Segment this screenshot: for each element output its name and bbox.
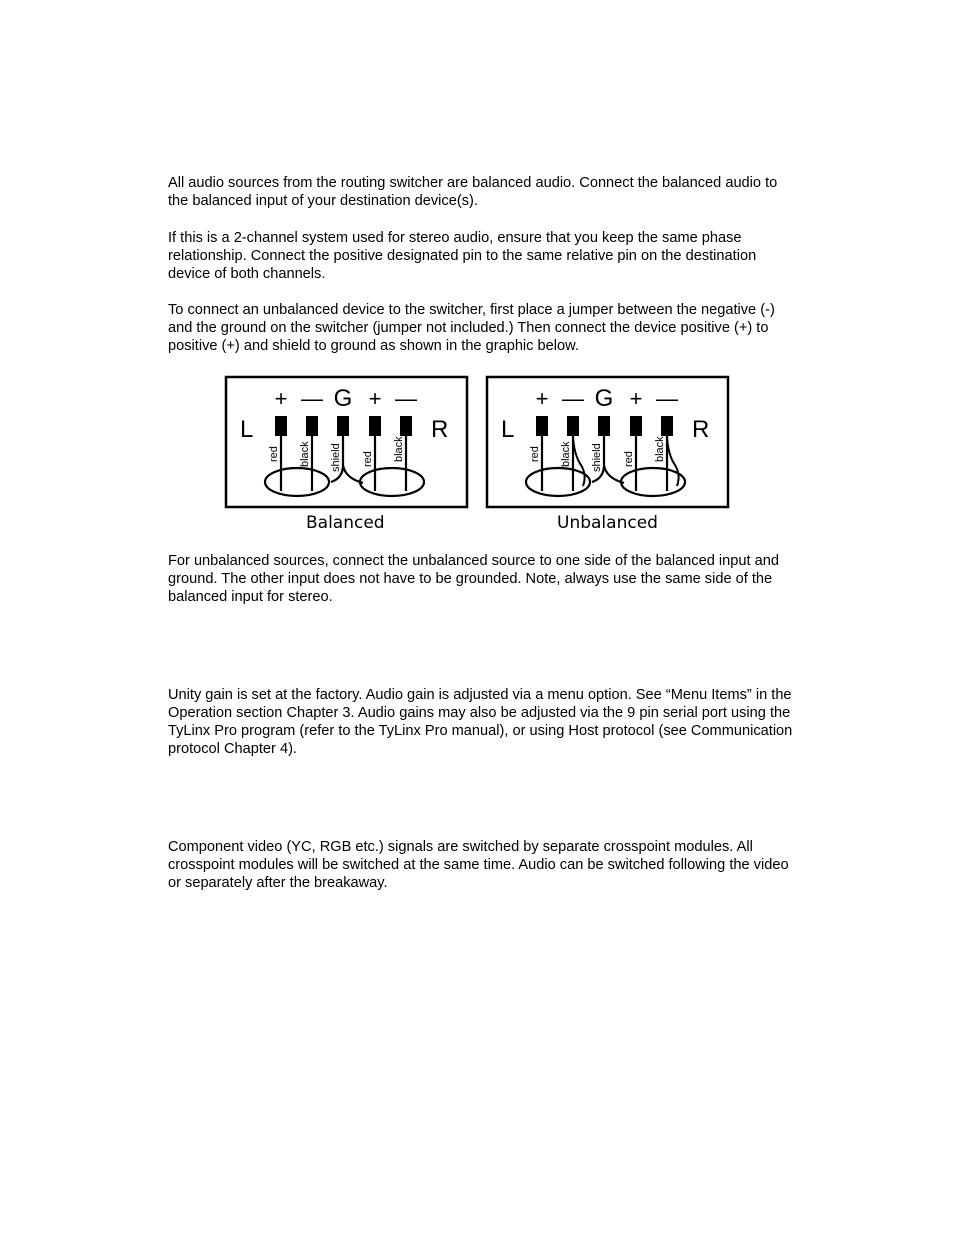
terminal-pin <box>661 416 673 436</box>
text-line: All audio sources from the routing switcher are balanced audio. Connect the balanced audio to <box>168 175 778 191</box>
caption-unbalanced: Unbalanced <box>557 513 658 533</box>
terminal-pin <box>598 416 610 436</box>
pin-polarity-label: + <box>535 386 549 411</box>
wire-color-label: shield <box>591 443 603 472</box>
text-line: and the ground on the switcher (jumper not included.) Then connect the device positive (+) to <box>168 320 769 336</box>
pin-polarity-label: + <box>274 386 288 411</box>
text-line: To connect an unbalanced device to the switcher, first place a jumper between the negative (-) <box>168 302 775 318</box>
cable-sleeve-right <box>621 468 685 496</box>
wire-color-label: shield <box>330 443 342 472</box>
unbalanced-diagram <box>487 377 728 507</box>
text-line: crosspoint modules will be switched at the same time. Audio can be switched following the video <box>168 857 789 873</box>
terminal-pin <box>536 416 548 436</box>
text-line: or separately after the breakaway. <box>168 875 388 891</box>
jumper-wire <box>667 436 679 486</box>
text-line: If this is a 2-channel system used for stereo audio, ensure that you keep the same phase <box>168 230 742 246</box>
paragraph <box>168 174 777 210</box>
terminal-pin <box>275 416 287 436</box>
terminal-pin <box>567 416 579 436</box>
text-line: positive (+) and shield to ground as shown in the graphic below. <box>168 338 579 354</box>
pin-polarity-label: — <box>656 386 678 411</box>
text-line: balanced input for stereo. <box>168 589 333 605</box>
paragraph <box>168 838 789 892</box>
cable-sleeve-right <box>360 468 424 496</box>
balanced-diagram <box>226 377 467 507</box>
cable-sleeve-left <box>526 468 590 496</box>
text-line: the balanced input of your destination device(s). <box>168 193 478 209</box>
pin-polarity-label: + <box>368 386 382 411</box>
wire-color-label: black <box>299 441 311 467</box>
text-line: device of both channels. <box>168 266 326 282</box>
text-line: Operation section Chapter 3. Audio gains may also be adjusted via the 9 pin serial port using the <box>168 705 791 721</box>
terminal-pin <box>306 416 318 436</box>
jumper-wire <box>573 436 585 486</box>
wire-color-label: black <box>560 441 572 467</box>
cable-sleeve-left <box>265 468 329 496</box>
text-line: Component video (YC, RGB etc.) signals are switched by separate crosspoint modules. All <box>168 839 753 855</box>
wire-color-label: black <box>654 436 666 462</box>
terminal-pin <box>630 416 642 436</box>
right-channel-label: R <box>692 416 710 443</box>
wire-color-label: red <box>623 451 635 467</box>
caption-balanced: Balanced <box>306 513 385 533</box>
diagram-frame <box>487 377 728 507</box>
pin-polarity-label: — <box>395 386 417 411</box>
diagram-frame <box>226 377 467 507</box>
terminal-pin <box>337 416 349 436</box>
wire-color-label: red <box>362 451 374 467</box>
paragraph <box>168 552 779 606</box>
pin-polarity-label: — <box>301 386 323 411</box>
text-line: relationship. Connect the positive designated pin to the same relative pin on the destination <box>168 248 757 264</box>
paragraph <box>168 686 792 758</box>
text-line: ground. The other input does not have to be grounded. Note, always use the same side of the <box>168 571 773 587</box>
shield-wire <box>592 436 624 483</box>
terminal-pin <box>400 416 412 436</box>
left-channel-label: L <box>240 416 254 443</box>
wire-color-label: red <box>529 446 541 462</box>
wire-color-label: red <box>268 446 280 462</box>
right-channel-label: R <box>431 416 449 443</box>
shield-wire <box>331 436 363 483</box>
paragraph <box>168 229 756 283</box>
left-channel-label: L <box>501 416 515 443</box>
text-line: TyLinx Pro program (refer to the TyLinx Pro manual), or using Host protocol (see Communication <box>168 723 793 739</box>
pin-polarity-label: — <box>562 386 584 411</box>
text-line: For unbalanced sources, connect the unbalanced source to one side of the balanced input and <box>168 553 779 569</box>
pin-polarity-label: + <box>629 386 643 411</box>
pin-polarity-label: G <box>333 385 353 412</box>
text-line: Unity gain is set at the factory. Audio gain is adjusted via a menu option. See “Menu Items” in the <box>168 687 792 703</box>
paragraph <box>168 301 775 355</box>
pin-polarity-label: G <box>594 385 614 412</box>
wire-color-label: black <box>393 436 405 462</box>
text-line: protocol Chapter 4). <box>168 741 297 757</box>
terminal-pin <box>369 416 381 436</box>
